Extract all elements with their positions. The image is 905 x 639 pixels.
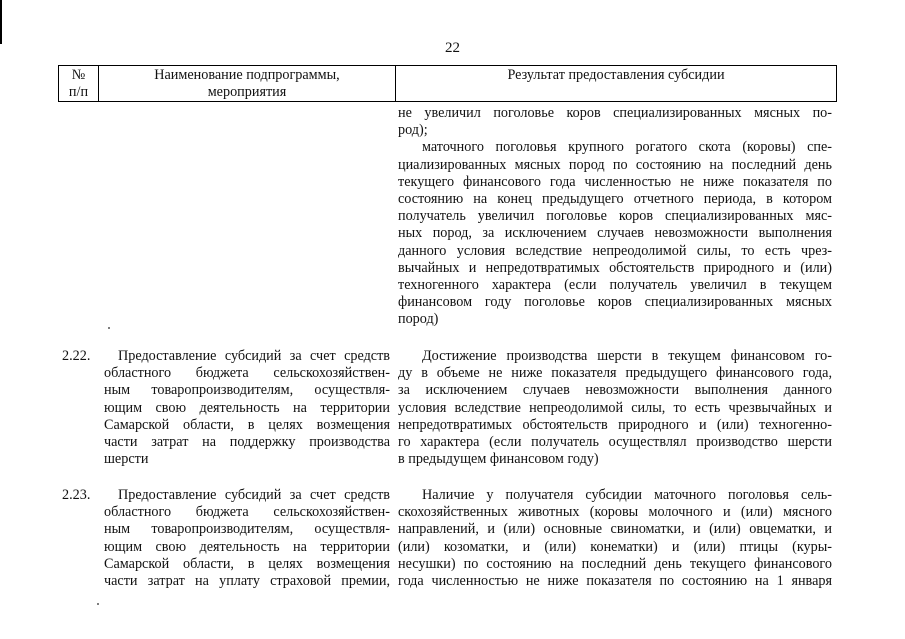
header-name-label: мероприятия bbox=[207, 84, 287, 100]
text-line: в предыдущем финансовом году) bbox=[398, 451, 599, 468]
text-line: областного бюджета сельскохозяйствен- bbox=[104, 365, 390, 382]
row-number: 2.23. bbox=[62, 487, 91, 503]
row-number: 2.22. bbox=[62, 348, 91, 364]
text-line: условия вследствие непреодолимой силы, то есть чрезвычайных и bbox=[398, 399, 832, 416]
text-line: маточного поголовья крупного рогатого скота (коровы) спе- bbox=[422, 139, 832, 156]
text-line: ду в объеме не ниже показателя предыдущего финансового года, bbox=[398, 365, 832, 382]
text-line: непредотвратимых обстоятельств природного и (или) техногенно- bbox=[398, 416, 832, 433]
text-line: финансовом году поголовье коров специализированных мясных bbox=[398, 294, 832, 311]
text-line: направлений, и (или) основные свиноматки, и (или) овцематки, и bbox=[398, 521, 832, 538]
text-line: ющим свою деятельность на территории bbox=[104, 538, 390, 555]
header-number-column bbox=[59, 66, 99, 101]
text-line: пород) bbox=[398, 311, 439, 328]
text-line: за исключением случаев невозможности выполнения данного bbox=[398, 382, 832, 399]
text-line: части затрат на уплату страховой премии, bbox=[104, 572, 390, 589]
row-name-text bbox=[104, 348, 390, 468]
text-line: Самарской области, в целях возмещения bbox=[104, 555, 390, 572]
text-line: ным товаропроизводителям, осуществля- bbox=[104, 521, 390, 538]
text-line: род); bbox=[398, 122, 428, 139]
text-line: го характера (если получатель осуществлял производство шерсти bbox=[398, 433, 832, 450]
continuation-result-text bbox=[398, 105, 832, 328]
header-name-column bbox=[99, 66, 396, 101]
text-line: (или) козоматки, и (или) конематки) и (или) птицы (куры- bbox=[398, 538, 832, 555]
row-result-text bbox=[398, 348, 832, 468]
page-number: 22 bbox=[445, 40, 460, 56]
text-line: не увеличил поголовье коров специализированных мясных по- bbox=[398, 105, 832, 121]
scan-speck bbox=[97, 603, 99, 605]
text-line: года численностью не ниже показателя по состоянию на 1 января bbox=[398, 572, 832, 589]
text-line: циализированных мясных пород по состоянию на последний день bbox=[398, 156, 832, 173]
text-line: несушки) по состоянию на последний день текущего финансового bbox=[398, 555, 832, 572]
scan-edge-line bbox=[0, 0, 2, 44]
text-line: данного условия вследствие непреодолимой силы, то есть чрез- bbox=[398, 242, 832, 259]
header-number-label: № bbox=[71, 67, 86, 83]
text-line: шерсти bbox=[104, 451, 149, 468]
text-line: ных пород, за исключением случаев невозможности выполнения bbox=[398, 225, 832, 242]
text-line: техногенного характера (если получатель увеличил в текущем bbox=[398, 276, 832, 293]
text-line: скохозяйственных животных (коровы молочного и (или) мясного bbox=[398, 504, 832, 521]
header-number-label: п/п bbox=[68, 84, 89, 100]
row-result-text bbox=[398, 487, 832, 590]
text-line: получатель увеличил поголовье коров специализированных мяс- bbox=[398, 208, 832, 225]
text-line: областного бюджета сельскохозяйствен- bbox=[104, 504, 390, 521]
text-line: части затрат на поддержку производства bbox=[104, 433, 390, 450]
header-name-label: Наименование подпрограммы, bbox=[154, 67, 340, 83]
text-line: Наличие у получателя субсидии маточного поголовья сель- bbox=[422, 487, 832, 503]
row-name-text bbox=[104, 487, 390, 590]
text-line: вычайных и непредотвратимых обстоятельств природного и (или) bbox=[398, 259, 832, 276]
text-line: Предоставление субсидий за счет средств bbox=[118, 487, 390, 503]
text-line: состоянию на конец предыдущего отчетного периода, в котором bbox=[398, 190, 832, 207]
header-result-label: Результат предоставления субсидии bbox=[507, 67, 725, 83]
text-line: Предоставление субсидий за счет средств bbox=[118, 348, 390, 364]
text-line: текущего финансового года численностью не ниже показателя по bbox=[398, 173, 832, 190]
table-header bbox=[58, 65, 837, 102]
text-line: Самарской области, в целях возмещения bbox=[104, 416, 390, 433]
scan-speck bbox=[108, 327, 110, 329]
header-result-column bbox=[396, 66, 836, 101]
text-line: Достижение производства шерсти в текущем финансовом го- bbox=[422, 348, 832, 364]
text-line: ющим свою деятельность на территории bbox=[104, 399, 390, 416]
text-line: ным товаропроизводителям, осуществля- bbox=[104, 382, 390, 399]
